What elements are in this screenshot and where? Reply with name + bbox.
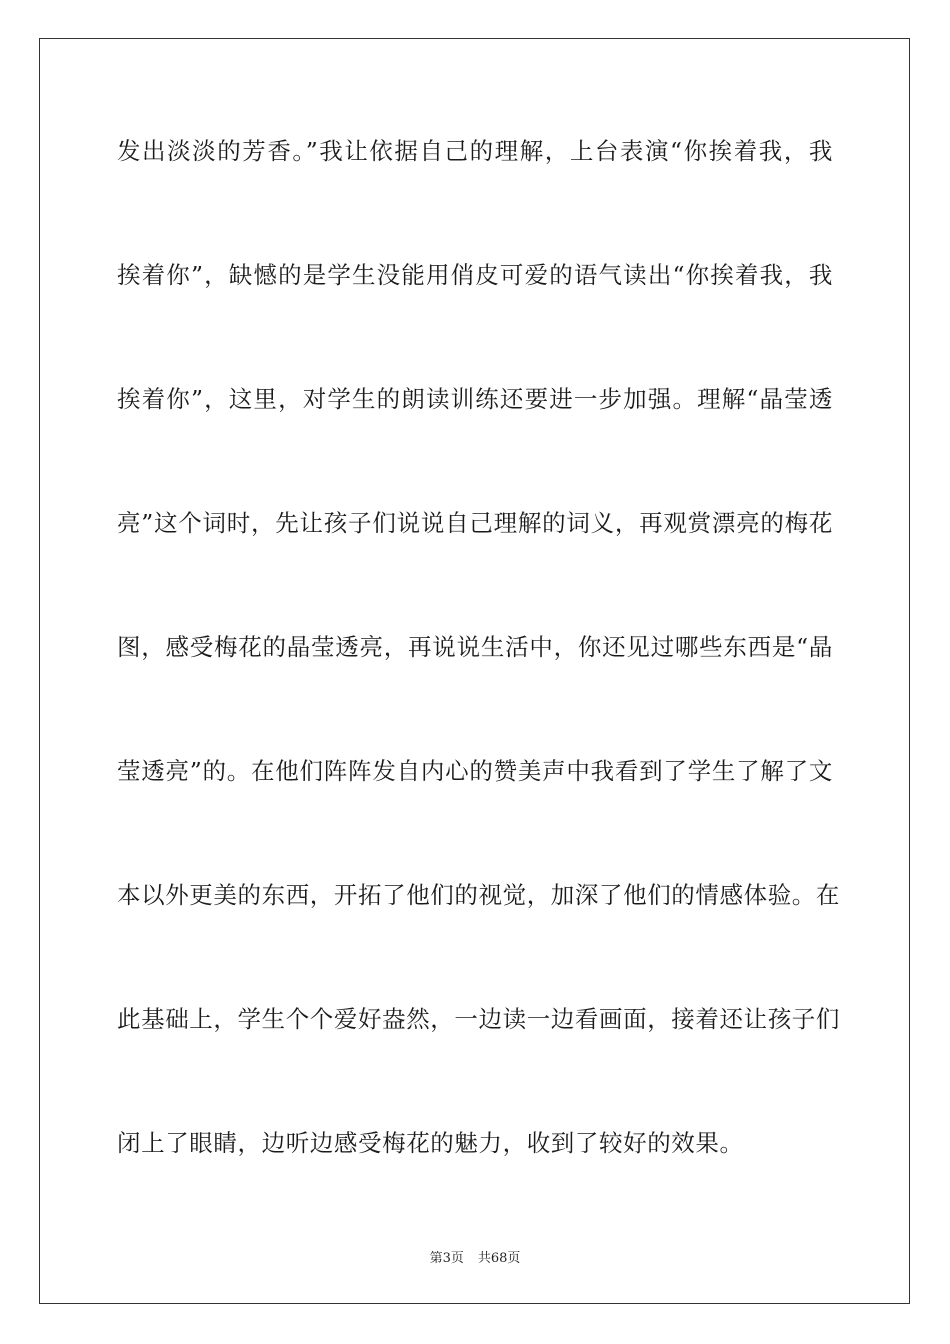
paragraph-line: 挨着你”，缺憾的是学生没能用俏皮可爱的语气读出“你挨着我，我 [117,261,833,289]
paragraph-line: 莹透亮”的。在他们阵阵发自内心的赞美声中我看到了学生了解了文 [117,757,833,785]
paragraph-line: 闭上了眼睛，边听边感受梅花的魅力，收到了较好的效果。 [117,1129,744,1157]
page-number: 第3页 [429,1251,464,1266]
page-footer [0,1247,950,1266]
document-body [117,125,840,1241]
page-total: 共68页 [477,1251,521,1266]
paragraph-line: 发出淡淡的芳香。”我让依据自己的理解，上台表演“你挨着我，我 [117,137,833,165]
paragraph-line: 此基础上，学生个个爱好盎然，一边读一边看画面，接着还让孩子们 [117,1005,840,1033]
paragraph-line: 本以外更美的东西，开拓了他们的视觉，加深了他们的情感体验。在 [117,881,840,909]
paragraph-line: 亮”这个词时，先让孩子们说说自己理解的词义，再观赏漂亮的梅花 [117,509,833,537]
paragraph-line: 挨着你”，这里，对学生的朗读训练还要进一步加强。理解“晶莹透 [117,385,833,413]
paragraph-line: 图，感受梅花的晶莹透亮，再说说生活中，你还见过哪些东西是“晶 [117,633,833,661]
